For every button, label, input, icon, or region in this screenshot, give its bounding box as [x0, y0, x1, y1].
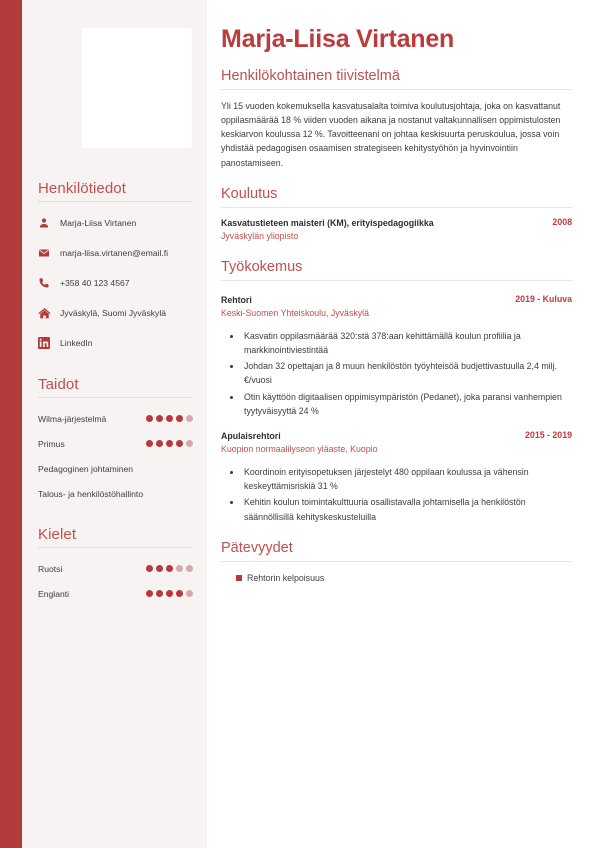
experience-role: Rehtori	[221, 294, 252, 305]
contact-location-text: Jyväskylä, Suomi Jyväskylä	[60, 307, 167, 318]
contact-row-phone[interactable]	[38, 272, 193, 294]
divider	[221, 280, 572, 281]
experience-employer: Keski-Suomen Yhteiskoulu, Jyväskylä	[221, 307, 369, 318]
skill-label: Primus	[38, 438, 65, 449]
divider	[38, 547, 193, 548]
experience-role: Apulaisrehtori	[221, 431, 281, 441]
list-item: • Otin käyttöön digitaalisen oppimisympäristön (Pedanet), joka paransi vanhempien tyytyväisyyttä 24 %	[242, 390, 572, 419]
experience-employer: Kuopion normaalilyseon yläaste, Kuopio	[221, 444, 378, 455]
sidebar-section-skills	[38, 376, 193, 504]
skill-row	[38, 458, 193, 479]
education-date: 2008	[552, 216, 572, 227]
section-summary	[221, 68, 572, 170]
sidebar	[22, 0, 207, 848]
left-accent-stripe	[0, 0, 22, 848]
language-label: Ruotsi	[38, 563, 63, 574]
contact-row-name	[38, 212, 193, 234]
contact-row-linkedin[interactable]	[38, 332, 193, 354]
education-title: Koulutus	[221, 185, 278, 202]
phone-icon	[38, 277, 60, 289]
qualifications-title: Pätevyydet	[221, 539, 293, 556]
education-degree: Kasvatustieteen maisteri (KM), erityispedagogiikka	[221, 217, 434, 228]
contact-name-text: Marja-Liisa Virtanen	[60, 217, 137, 228]
sidebar-section-languages	[38, 526, 193, 604]
list-item: • Kasvatin oppilasmäärää 320:stä 378:aan kehittämällä koulun profiilia ja markkinointiviestintää	[242, 329, 572, 358]
divider	[38, 397, 193, 398]
sidebar-personal-title: Henkilötiedot	[38, 180, 127, 197]
list-item: • Koordinoin erityisopetuksen järjestelyt 480 oppilaan koulussa ja vähensin keskeyttämisriskiä 31 %	[242, 465, 572, 494]
profile-photo-placeholder	[82, 28, 192, 148]
contact-row-email[interactable]	[38, 242, 193, 264]
language-row	[38, 583, 193, 604]
contact-phone-text: +358 40 123 4567	[60, 277, 130, 288]
skill-label: Pedagoginen johtaminen	[38, 463, 134, 474]
section-qualifications	[221, 540, 572, 585]
skill-rating	[146, 415, 193, 422]
experience-bullets	[221, 465, 572, 524]
person-icon	[38, 217, 60, 229]
contact-email-text: marja-liisa.virtanen@email.fi	[60, 247, 169, 258]
skill-label: Wilma-järjestelmä	[38, 413, 107, 424]
experience-bullets	[221, 329, 572, 419]
skill-row	[38, 483, 193, 504]
list-item: Rehtorin kelpoisuus	[236, 571, 572, 585]
qualifications-list	[221, 571, 572, 585]
language-row	[38, 558, 193, 579]
divider	[38, 201, 193, 202]
contact-row-location	[38, 302, 193, 324]
divider	[221, 207, 572, 208]
section-education	[221, 186, 572, 243]
divider	[221, 561, 572, 562]
sidebar-languages-title: Kielet	[38, 526, 77, 543]
language-rating	[146, 565, 193, 572]
divider	[221, 89, 572, 90]
skill-label: Talous- ja henkilöstöhallinto	[38, 488, 144, 499]
contact-linkedin-text: LinkedIn	[60, 337, 93, 348]
experience-title: Työkokemus	[221, 258, 303, 275]
experience-entry	[221, 430, 572, 524]
skill-rating	[146, 440, 193, 447]
list-item: • Johdan 32 opettajan ja 8 muun henkilöstön työyhteisöä budjettivastuulla 2,4 milj. €/vuosi	[242, 359, 572, 388]
skill-row	[38, 433, 193, 454]
education-school: Jyväskylän yliopisto	[221, 230, 299, 241]
section-experience	[221, 259, 572, 524]
linkedin-icon	[38, 337, 60, 349]
language-label: Englanti	[38, 588, 70, 599]
skill-row	[38, 408, 193, 429]
summary-title: Henkilökohtainen tiivistelmä	[221, 67, 400, 84]
experience-date: 2019 - Kuluva	[515, 293, 572, 304]
experience-date: 2015 - 2019	[525, 430, 572, 440]
list-item: • Kehitin koulun toimintakulttuuria osallistavalla johtamisella ja henkilöstön säännöllisillä kehityskeskusteluilla	[242, 495, 572, 524]
sidebar-skills-title: Taidot	[38, 376, 79, 393]
home-icon	[38, 307, 60, 320]
education-entry	[221, 217, 572, 243]
sidebar-section-personal	[38, 180, 193, 354]
experience-entry	[221, 294, 572, 418]
page-title: Marja-Liisa Virtanen	[221, 25, 455, 53]
language-rating	[146, 590, 193, 597]
envelope-icon	[38, 247, 60, 259]
summary-text: Yli 15 vuoden kokemuksella kasvatusalalta toimiva koulutusjohtaja, joka on kasvattanut oppilasmäärää 18 % viiden vuoden aikana ja nostanut valtakunnallisen oppimistulosten keskiarvon koulussa 12 %. Tavoitteenani on johtaa keskisuurta peruskoulua, jossa voin yhdistää pedagogisen osaamisen strategiseen kehitystyöhön ja hyvinvointiin panostamiseen.	[221, 100, 561, 168]
main-content	[207, 0, 600, 848]
